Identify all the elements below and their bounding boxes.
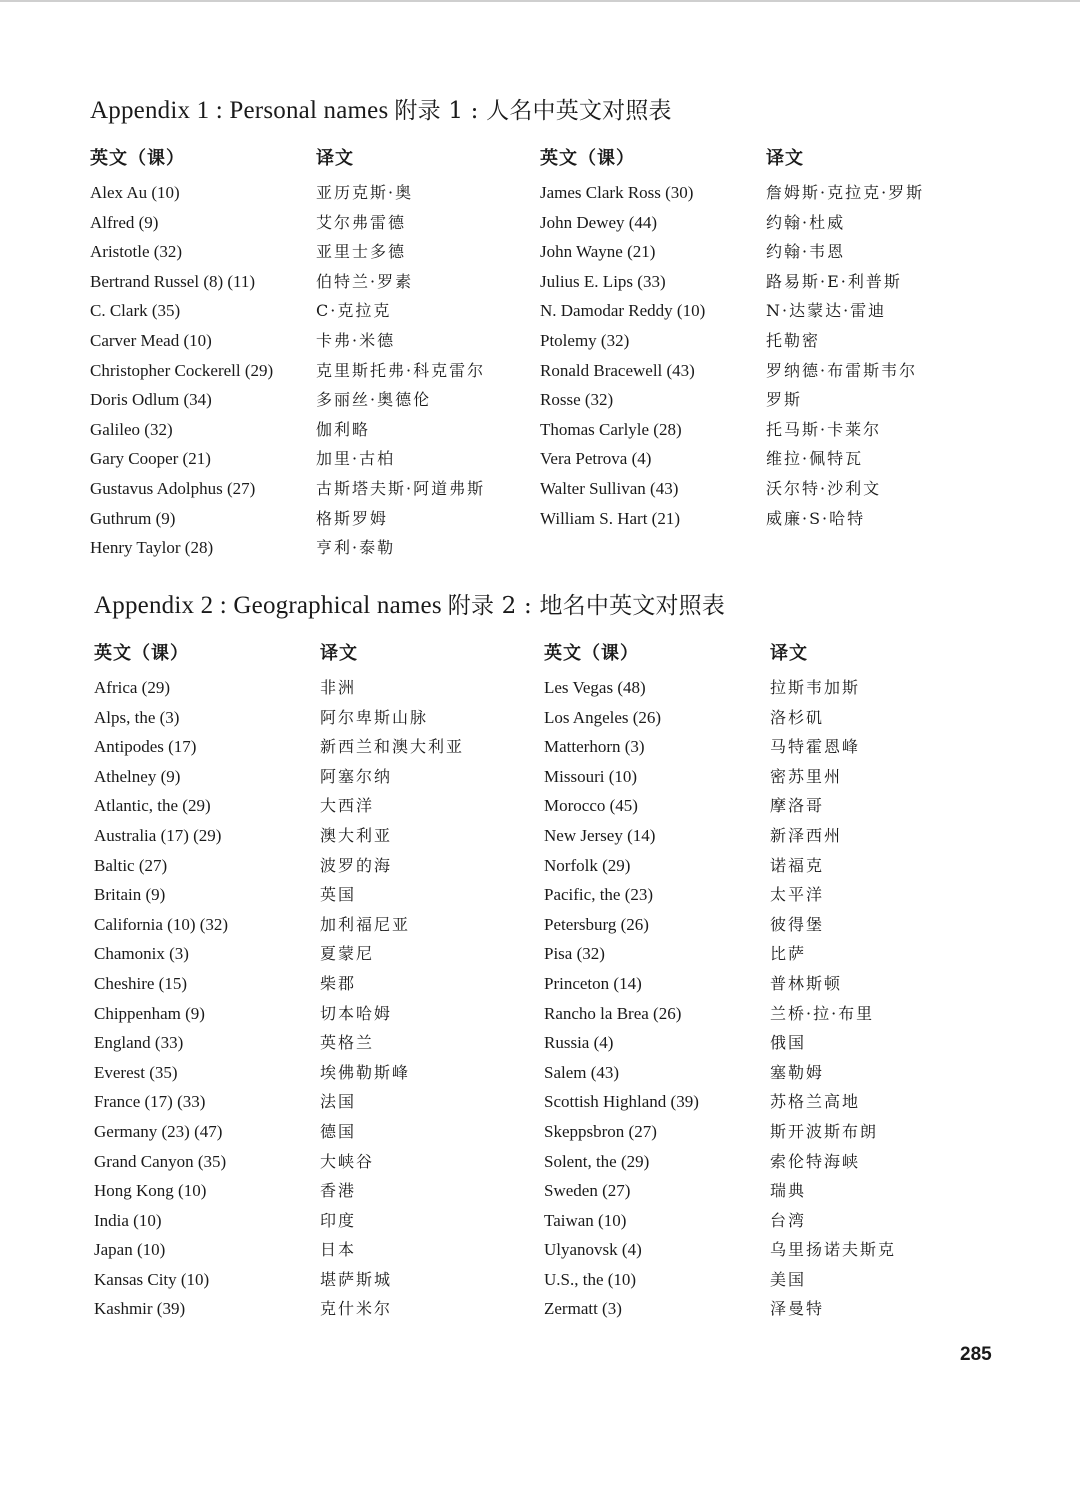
english-name: Les Vegas (48) — [544, 678, 646, 697]
table-row — [94, 1208, 994, 1238]
english-name: Carver Mead (10) — [90, 330, 212, 350]
chinese-translation: 加利福尼亚 — [320, 914, 411, 934]
chinese-translation: 彼得堡 — [770, 914, 825, 934]
chinese-translation: 路易斯·E·利普斯 — [766, 271, 902, 291]
english-name: John Wayne (21) — [540, 242, 656, 262]
english-name: Kansas City (10) — [94, 1269, 210, 1289]
english-name: Missouri (10) — [544, 766, 638, 786]
chinese-translation: 马特霍恩峰 — [770, 737, 861, 757]
table-row — [90, 210, 990, 240]
english-name: England (33) — [94, 1033, 184, 1053]
english-name: Germany (23) (47) — [94, 1121, 223, 1141]
chinese-translation: 詹姆斯·克拉克·罗斯 — [766, 183, 925, 202]
english-name: Ptolemy (32) — [540, 330, 630, 350]
chinese-translation: 印度 — [320, 1210, 357, 1230]
english-name: Guthrum (9) — [90, 508, 176, 528]
appendix-1-section — [90, 92, 990, 565]
chinese-translation: N·达蒙达·雷迪 — [766, 301, 887, 321]
english-name: France (17) (33) — [94, 1092, 206, 1112]
table-row — [94, 1149, 994, 1179]
english-name: Atlantic, the (29) — [94, 796, 211, 816]
english-name: India (10) — [94, 1210, 162, 1230]
chinese-translation: 亨利·泰勒 — [316, 538, 396, 558]
table-row — [94, 1296, 994, 1326]
table-row — [90, 328, 990, 358]
chinese-translation: 拉斯韦加斯 — [770, 678, 861, 697]
table-row — [94, 705, 994, 735]
english-name: James Clark Ross (30) — [540, 183, 694, 202]
english-name: Norfolk (29) — [544, 855, 631, 875]
chinese-translation: 澳大利亚 — [320, 825, 393, 845]
table-row — [94, 1267, 994, 1297]
chinese-translation: 索伦特海峡 — [770, 1151, 861, 1171]
english-name: Grand Canyon (35) — [94, 1151, 227, 1171]
table-row — [94, 941, 994, 971]
english-name: Pisa (32) — [544, 944, 605, 964]
chinese-translation: 大西洋 — [320, 796, 375, 816]
appendix-1-title-zh: 附录 1 : 人名中英文对照表 — [394, 98, 672, 124]
english-name: Rancho la Brea (26) — [544, 1003, 682, 1023]
english-name: Zermatt (3) — [544, 1299, 622, 1319]
chinese-translation: 大峡谷 — [320, 1151, 375, 1171]
english-name: Japan (10) — [94, 1240, 166, 1260]
english-name: Sweden (27) — [544, 1181, 631, 1201]
chinese-translation: 罗斯 — [766, 390, 803, 410]
table-row — [94, 1060, 994, 1090]
english-name: Petersburg (26) — [544, 914, 649, 934]
english-name: Ulyanovsk (4) — [544, 1240, 642, 1260]
appendix-1-title-en: Appendix 1 : Personal names — [90, 97, 389, 124]
english-name: Doris Odlum (34) — [90, 390, 212, 410]
chinese-translation: C·克拉克 — [316, 301, 392, 321]
english-name: Athelney (9) — [94, 766, 181, 786]
header-english: 英文（课） — [544, 643, 639, 664]
english-name: Scottish Highland (39) — [544, 1092, 699, 1112]
english-name: Antipodes (17) — [94, 737, 197, 757]
chinese-translation: 香港 — [320, 1181, 357, 1201]
table-row — [94, 912, 994, 942]
appendix-2-header-row — [94, 639, 994, 675]
chinese-translation: 台湾 — [770, 1210, 807, 1230]
chinese-translation: 美国 — [770, 1269, 807, 1289]
english-name: Rosse (32) — [540, 390, 614, 410]
appendix-2-section — [94, 587, 994, 1326]
table-row — [94, 793, 994, 823]
chinese-translation: 新泽西州 — [770, 825, 843, 845]
chinese-translation: 德国 — [320, 1121, 357, 1141]
chinese-translation: 约翰·韦恩 — [766, 242, 846, 262]
chinese-translation: 约翰·杜威 — [766, 212, 846, 232]
appendix-1-header-row — [90, 144, 990, 180]
chinese-translation: 堪萨斯城 — [320, 1269, 393, 1289]
chinese-translation: 克什米尔 — [320, 1299, 393, 1319]
chinese-translation: 法国 — [320, 1092, 357, 1112]
english-name: Everest (35) — [94, 1062, 178, 1082]
english-name: Alps, the (3) — [94, 707, 180, 727]
appendix-1-title — [90, 92, 990, 134]
chinese-translation: 洛杉矶 — [770, 707, 825, 727]
chinese-translation: 维拉·佩特瓦 — [766, 449, 864, 469]
english-name: Julius E. Lips (33) — [540, 271, 666, 291]
chinese-translation: 乌里扬诺夫斯克 — [770, 1240, 897, 1260]
chinese-translation: 日本 — [320, 1240, 357, 1260]
chinese-translation: 托马斯·卡莱尔 — [766, 419, 882, 439]
chinese-translation: 切本哈姆 — [320, 1003, 393, 1023]
english-name: Britain (9) — [94, 885, 166, 905]
english-name: Morocco (45) — [544, 796, 638, 816]
chinese-translation: 俄国 — [770, 1033, 807, 1053]
table-row — [90, 298, 990, 328]
chinese-translation: 英格兰 — [320, 1033, 375, 1053]
table-row — [94, 675, 994, 705]
table-row — [94, 1119, 994, 1149]
english-name: Gary Cooper (21) — [90, 449, 211, 469]
chinese-translation: 诺福克 — [770, 855, 825, 875]
chinese-translation: 多丽丝·奥德伦 — [316, 390, 432, 410]
english-name: Pacific, the (23) — [544, 885, 654, 905]
english-name: California (10) (32) — [94, 914, 229, 934]
chinese-translation: 艾尔弗雷德 — [316, 212, 407, 232]
english-name: Chamonix (3) — [94, 944, 189, 964]
chinese-translation: 伯特兰·罗素 — [316, 271, 414, 291]
english-name: Galileo (32) — [90, 419, 173, 439]
english-name: Bertrand Russel (8) (11) — [90, 271, 256, 291]
header-translation: 译文 — [320, 643, 358, 664]
chinese-translation: 波罗的海 — [320, 855, 393, 875]
table-row — [90, 506, 990, 536]
english-name: Matterhorn (3) — [544, 737, 645, 757]
english-name: Princeton (14) — [544, 973, 642, 993]
chinese-translation: 阿尔卑斯山脉 — [320, 707, 429, 727]
chinese-translation: 卡弗·米德 — [316, 330, 396, 350]
appendix-2-title-zh: 附录 2 : 地名中英文对照表 — [447, 593, 726, 619]
chinese-translation: 亚里士多德 — [316, 242, 407, 262]
header-translation: 译文 — [770, 643, 808, 664]
english-name: C. Clark (35) — [90, 301, 181, 321]
appendix-2-rows — [94, 675, 994, 1326]
english-name: N. Damodar Reddy (10) — [540, 301, 706, 321]
chinese-translation: 古斯塔夫斯·阿道弗斯 — [316, 478, 486, 498]
table-row — [90, 446, 990, 476]
chinese-translation: 太平洋 — [770, 885, 825, 905]
chinese-translation: 塞勒姆 — [770, 1062, 825, 1082]
table-row — [94, 764, 994, 794]
english-name: Alfred (9) — [90, 212, 159, 232]
table-row — [94, 1030, 994, 1060]
table-row — [90, 358, 990, 388]
header-translation: 译文 — [766, 148, 804, 169]
english-name: John Dewey (44) — [540, 212, 658, 232]
english-name: Ronald Bracewell (43) — [540, 360, 695, 380]
english-name: Skeppsbron (27) — [544, 1121, 657, 1141]
english-name: Chippenham (9) — [94, 1003, 205, 1023]
table-row — [94, 882, 994, 912]
english-name: New Jersey (14) — [544, 825, 656, 845]
english-name: Australia (17) (29) — [94, 825, 222, 845]
table-row — [94, 1178, 994, 1208]
table-row — [90, 269, 990, 299]
chinese-translation: 斯开波斯布朗 — [770, 1121, 879, 1141]
chinese-translation: 新西兰和澳大利亚 — [320, 737, 465, 757]
chinese-translation: 伽利略 — [316, 419, 371, 439]
chinese-translation: 兰桥·拉·布里 — [770, 1003, 875, 1023]
chinese-translation: 比萨 — [770, 944, 807, 964]
header-translation: 译文 — [316, 148, 354, 169]
english-name: Salem (43) — [544, 1062, 620, 1082]
table-row — [94, 1237, 994, 1267]
table-row — [94, 823, 994, 853]
table-row — [94, 1089, 994, 1119]
table-row — [90, 387, 990, 417]
chinese-translation: 威廉·S·哈特 — [766, 508, 866, 528]
chinese-translation: 英国 — [320, 885, 357, 905]
appendix-2-title-en: Appendix 2 : Geographical names — [94, 592, 442, 619]
table-row — [90, 535, 990, 565]
english-name: Christopher Cockerell (29) — [90, 360, 274, 380]
chinese-translation: 泽曼特 — [770, 1299, 825, 1319]
chinese-translation: 苏格兰高地 — [770, 1092, 861, 1112]
table-row — [94, 734, 994, 764]
english-name: Aristotle (32) — [90, 242, 183, 262]
chinese-translation: 普林斯顿 — [770, 973, 843, 993]
english-name: Russia (4) — [544, 1033, 614, 1053]
chinese-translation: 加里·古柏 — [316, 449, 396, 469]
table-row — [94, 853, 994, 883]
chinese-translation: 柴郡 — [320, 973, 357, 993]
english-name: Taiwan (10) — [544, 1210, 627, 1230]
english-name: Solent, the (29) — [544, 1151, 650, 1171]
chinese-translation: 密苏里州 — [770, 766, 843, 786]
english-name: Africa (29) — [94, 678, 170, 697]
chinese-translation: 瑞典 — [770, 1181, 807, 1201]
chinese-translation: 埃佛勒斯峰 — [320, 1062, 411, 1082]
english-name: Walter Sullivan (43) — [540, 478, 679, 498]
english-name: William S. Hart (21) — [540, 508, 681, 528]
english-name: Alex Au (10) — [90, 183, 180, 202]
chinese-translation: 摩洛哥 — [770, 796, 825, 816]
chinese-translation: 格斯罗姆 — [316, 508, 389, 528]
appendix-2-title — [94, 587, 994, 629]
english-name: Kashmir (39) — [94, 1299, 186, 1319]
header-english: 英文（课） — [90, 148, 185, 169]
chinese-translation: 托勒密 — [766, 330, 821, 350]
page-number: 285 — [960, 1344, 992, 1365]
header-english: 英文（课） — [540, 148, 635, 169]
english-name: Henry Taylor (28) — [90, 538, 214, 558]
english-name: U.S., the (10) — [544, 1269, 637, 1289]
table-row — [90, 239, 990, 269]
table-row — [94, 1001, 994, 1031]
table-row — [90, 180, 990, 210]
chinese-translation: 非洲 — [320, 678, 357, 697]
chinese-translation: 罗纳德·布雷斯韦尔 — [766, 360, 918, 380]
english-name: Baltic (27) — [94, 855, 168, 875]
chinese-translation: 亚历克斯·奥 — [316, 183, 414, 202]
table-row — [94, 971, 994, 1001]
chinese-translation: 夏蒙尼 — [320, 944, 375, 964]
table-row — [90, 476, 990, 506]
english-name: Vera Petrova (4) — [540, 449, 652, 469]
english-name: Gustavus Adolphus (27) — [90, 478, 256, 498]
english-name: Hong Kong (10) — [94, 1181, 207, 1201]
header-english: 英文（课） — [94, 643, 189, 664]
appendix-1-rows — [90, 180, 990, 565]
table-row — [90, 417, 990, 447]
chinese-translation: 克里斯托弗·科克雷尔 — [316, 360, 486, 380]
chinese-translation: 沃尔特·沙利文 — [766, 478, 882, 498]
chinese-translation: 阿塞尔纳 — [320, 766, 393, 786]
english-name: Los Angeles (26) — [544, 707, 662, 727]
english-name: Thomas Carlyle (28) — [540, 419, 682, 439]
english-name: Cheshire (15) — [94, 973, 188, 993]
